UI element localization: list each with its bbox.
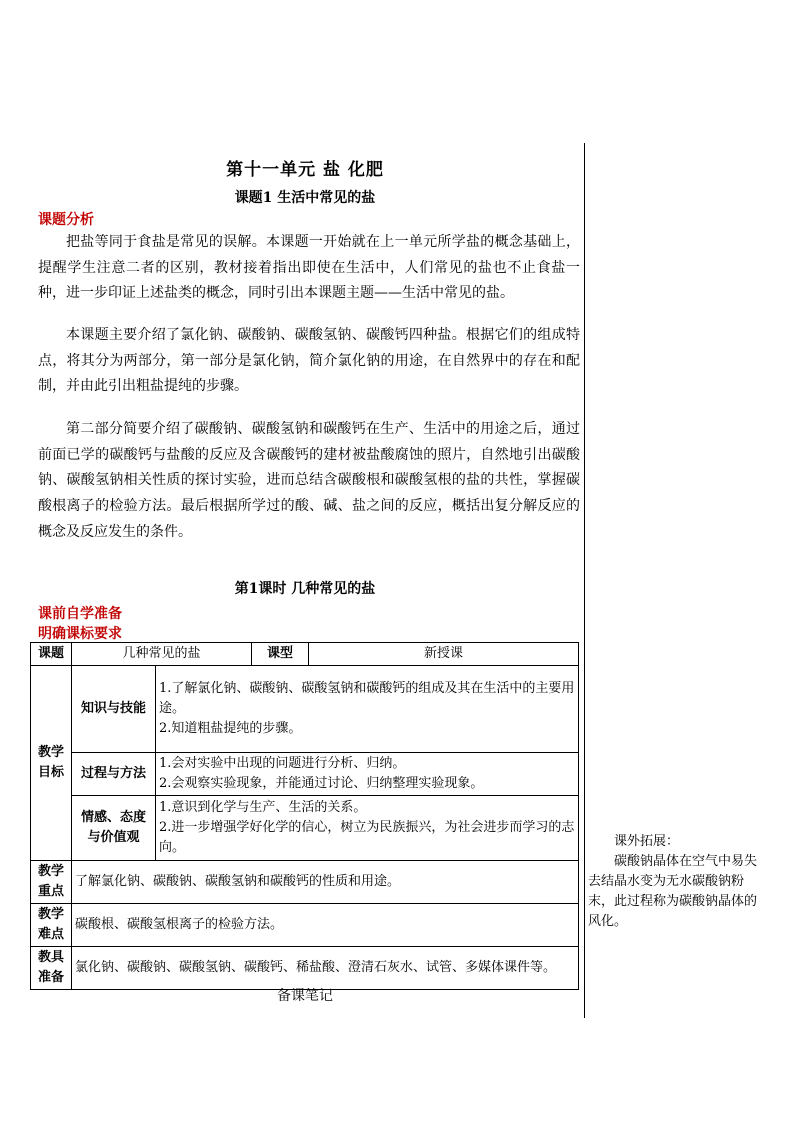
analysis-paragraph-3: 第二部分简要介绍了碳酸钠、碳酸氢钠和碳酸钙在生产、生活中的用途之后，通过前面已学的碳酸钙与盐酸的反应及含碳酸钙的建材被盐酸腐蚀的照片，自然地引出碳酸钠、碳酸氢钠相关性质的探讨实验，进而总结含碳酸根和碳酸氢根的盐的共性，掌握碳酸根离子的检验方法。最后根据所学过的酸、碱、盐之间的反应，概括出复分解反应的概念及反应发生的条件。 — [38, 421, 580, 540]
table-row — [31, 796, 579, 861]
attitude-item: 1.意识到化学与生产、生活的关系。 — [159, 800, 367, 815]
process-item: 2.会观察实验现象，并能通过讨论、归纳整理实验现象。 — [159, 776, 484, 791]
key-label: 教学重点 — [31, 861, 72, 904]
type-label: 课型 — [252, 643, 309, 666]
notes-label: 备课笔记 — [277, 988, 333, 1004]
topic-label: 课题 — [31, 643, 72, 666]
attitude-label: 情感、态度与价值观 — [72, 796, 156, 861]
tools-label: 教具准备 — [31, 947, 72, 990]
margin-divider-line — [584, 143, 585, 1018]
table-row — [31, 643, 579, 666]
table-row — [31, 753, 579, 796]
lesson-period-title: 第1课时 几种常见的盐 — [234, 581, 376, 597]
difficulty-label: 教学难点 — [31, 904, 72, 947]
key-value: 了解氯化钠、碳酸钠、碳酸氢钠和碳酸钙的性质和用途。 — [72, 861, 579, 904]
attitude-cell — [156, 796, 579, 861]
objectives-label: 教学目标 — [31, 666, 72, 861]
attitude-item: 2.进一步增强学好化学的信心，树立为民族振兴，为社会进步而学习的志向。 — [159, 820, 575, 855]
table-row — [31, 947, 579, 990]
sidebar-title: 课外拓展： — [614, 834, 680, 849]
type-value: 新授课 — [309, 643, 579, 666]
analysis-paragraph-1: 把盐等同于食盐是常见的误解。本课题一开始就在上一单元所学盐的概念基础上，提醒学生注意二者的区别，教材接着指出即使在生活中，人们常见的盐也不止食盐一种，进一步印证上述盐类的概念，同时引出本课题主题——生活中常见的盐。 — [38, 234, 580, 302]
goals-heading: 明确课标要求 — [38, 626, 122, 642]
analysis-paragraph-2: 本课题主要介绍了氯化钠、碳酸钠、碳酸氢钠、碳酸钙四种盐。根据它们的组成特点，将其分为两部分，第一部分是氯化钠，简介氯化钠的用途，在自然界中的存在和配制，并由此引出粗盐提纯的步骤。 — [38, 327, 580, 395]
objectives-table — [30, 642, 579, 990]
knowledge-item: 2.知道粗盐提纯的步骤。 — [159, 721, 302, 736]
unit-title: 第十一单元 盐 化肥 — [226, 160, 384, 180]
sidebar-extension — [588, 832, 762, 932]
table-row — [31, 666, 579, 753]
process-label: 过程与方法 — [72, 753, 156, 796]
difficulty-value: 碳酸根、碳酸氢根离子的检验方法。 — [72, 904, 579, 947]
knowledge-cell — [156, 666, 579, 753]
tools-value: 氯化钠、碳酸钠、碳酸氢钠、碳酸钙、稀盐酸、澄清石灰水、试管、多媒体课件等。 — [72, 947, 579, 990]
table-row — [31, 904, 579, 947]
process-cell — [156, 753, 579, 796]
table-row — [31, 861, 579, 904]
sidebar-text: 碳酸钠晶体在空气中易失去结晶水变为无水碳酸钠粉末，此过程称为碳酸钠晶体的风化。 — [588, 854, 758, 929]
analysis-heading: 课题分析 — [38, 212, 94, 228]
process-item: 1.会对实验中出现的问题进行分析、归纳。 — [159, 756, 406, 771]
lesson-title: 课题1 生活中常见的盐 — [234, 190, 376, 206]
knowledge-item: 1.了解氯化钠、碳酸钠、碳酸氢钠和碳酸钙的组成及其在生活中的主要用途。 — [159, 681, 575, 716]
prep-heading: 课前自学准备 — [38, 606, 122, 622]
topic-value: 几种常见的盐 — [72, 643, 252, 666]
knowledge-label: 知识与技能 — [72, 666, 156, 753]
